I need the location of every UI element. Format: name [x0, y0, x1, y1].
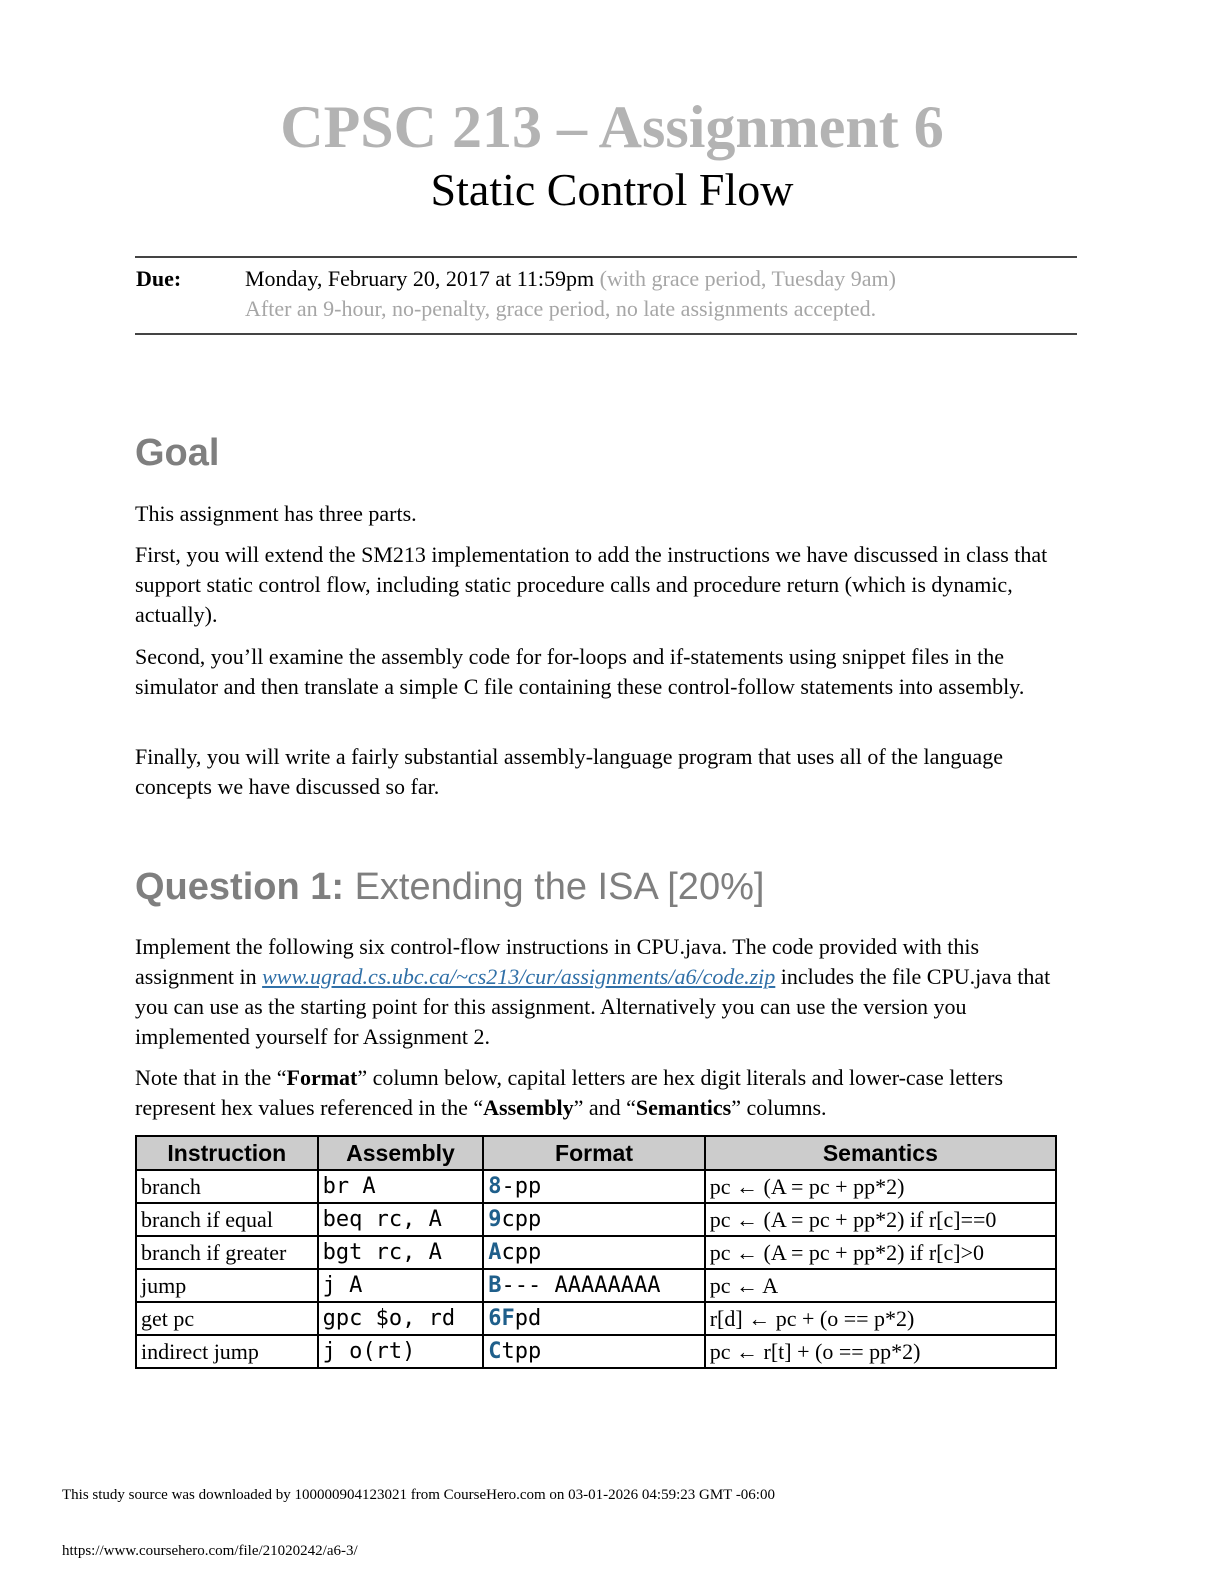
question-1-paragraph-2: Note that in the “Format” column below, capital letters are hex digit literals and lower-case letters represent hex values referenced in the “Assembly” and “Semantics” columns. — [135, 1065, 1004, 1120]
goal-paragraph-2: First, you will extend the SM213 implementation to add the instructions we have discussed in class that support static control flow, including static procedure calls and procedure return (which is dynamic, actually). — [135, 542, 1048, 627]
question-1-paragraph-1: Implement the following six control-flow instructions in CPU.java. The code provided with this assignment in www.ugrad.cs.ubc.ca/~cs213/cur/assignments/a6/code.zip includes the file CPU.java that you can use as the starting point for this assignment. Alternatively you can use the version you implemented yourself for Assignment 2. — [135, 934, 1051, 1049]
column-header-semantics: Semantics — [705, 1136, 1056, 1170]
due-grace: (with grace period, Tuesday 9am) — [599, 266, 896, 291]
instruction-cell: get pc — [136, 1302, 318, 1335]
format-cell: 9cpp — [483, 1203, 704, 1236]
document-subtitle: Static Control Flow — [430, 164, 794, 215]
opcode: C — [488, 1339, 502, 1364]
format-cell: B--- AAAAAAAA — [483, 1269, 704, 1302]
instruction-cell: indirect jump — [136, 1335, 318, 1368]
table-header-row — [136, 1136, 1056, 1170]
due-date: Monday, February 20, 2017 at 11:59pm — [245, 266, 595, 291]
table-row — [136, 1302, 1056, 1335]
instruction-cell: branch — [136, 1170, 318, 1203]
assembly-cell: bgt rc, A — [318, 1236, 484, 1269]
due-label: Due: — [136, 266, 182, 291]
due-note: After an 9-hour, no-penalty, grace period, no late assignments accepted. — [245, 296, 877, 321]
semantics-cell: r[d] ← pc + (o == p*2) — [705, 1302, 1056, 1335]
opcode: 9 — [488, 1207, 502, 1232]
assembly-cell: gpc $o, rd — [318, 1302, 484, 1335]
goal-paragraph-4: Finally, you will write a fairly substantial assembly-language program that uses all of the language concepts we have discussed so far. — [135, 744, 1003, 799]
semantics-cell: pc ← (A = pc + pp*2) if r[c]==0 — [705, 1203, 1056, 1236]
format-cell: 6Fpd — [483, 1302, 704, 1335]
table-row — [136, 1203, 1056, 1236]
instruction-cell: branch if greater — [136, 1236, 318, 1269]
top-divider — [135, 256, 1077, 258]
semantics-cell: pc ← r[t] + (o == pp*2) — [705, 1335, 1056, 1368]
instruction-cell: jump — [136, 1269, 318, 1302]
format-cell: Ctpp — [483, 1335, 704, 1368]
assembly-cell: br A — [318, 1170, 484, 1203]
semantics-cell: pc ← A — [705, 1269, 1056, 1302]
semantics-cell: pc ← (A = pc + pp*2) if r[c]>0 — [705, 1236, 1056, 1269]
document-title: CPSC 213 – Assignment 6 — [280, 94, 944, 160]
opcode: A — [488, 1240, 502, 1265]
column-header-instruction: Instruction — [136, 1136, 318, 1170]
goal-heading: Goal — [135, 432, 220, 474]
table-row — [136, 1236, 1056, 1269]
download-notice: This study source was downloaded by 100000904123021 from CourseHero.com on 03-01-2026 04:59:23 GMT -06:00 — [62, 1487, 775, 1503]
assembly-cell: j A — [318, 1269, 484, 1302]
opcode: B — [488, 1273, 502, 1298]
format-cell: Acpp — [483, 1236, 704, 1269]
table-row — [136, 1170, 1056, 1203]
opcode: 6F — [488, 1306, 515, 1331]
question-1-heading: Question 1: Extending the ISA [20%] — [135, 866, 765, 908]
instruction-table — [135, 1135, 1057, 1369]
goal-paragraph-1: This assignment has three parts. — [135, 501, 417, 526]
code-zip-link[interactable]: www.ugrad.cs.ubc.ca/~cs213/cur/assignments/a6/code.zip — [262, 964, 776, 989]
table-row — [136, 1335, 1056, 1368]
column-header-assembly: Assembly — [318, 1136, 484, 1170]
source-url: https://www.coursehero.com/file/21020242/a6-3/ — [62, 1543, 358, 1559]
assembly-cell: beq rc, A — [318, 1203, 484, 1236]
column-header-format: Format — [483, 1136, 704, 1170]
opcode: 8 — [488, 1174, 502, 1199]
instruction-cell: branch if equal — [136, 1203, 318, 1236]
goal-paragraph-3: Second, you’ll examine the assembly code for for-loops and if-statements using snippet files in the simulator and then translate a simple C file containing these control-follow statements into assembly. — [135, 644, 1025, 699]
table-row — [136, 1269, 1056, 1302]
assembly-cell: j o(rt) — [318, 1335, 484, 1368]
semantics-cell: pc ← (A = pc + pp*2) — [705, 1170, 1056, 1203]
format-cell: 8-pp — [483, 1170, 704, 1203]
bottom-divider — [135, 333, 1077, 335]
due-date-line — [245, 266, 896, 292]
